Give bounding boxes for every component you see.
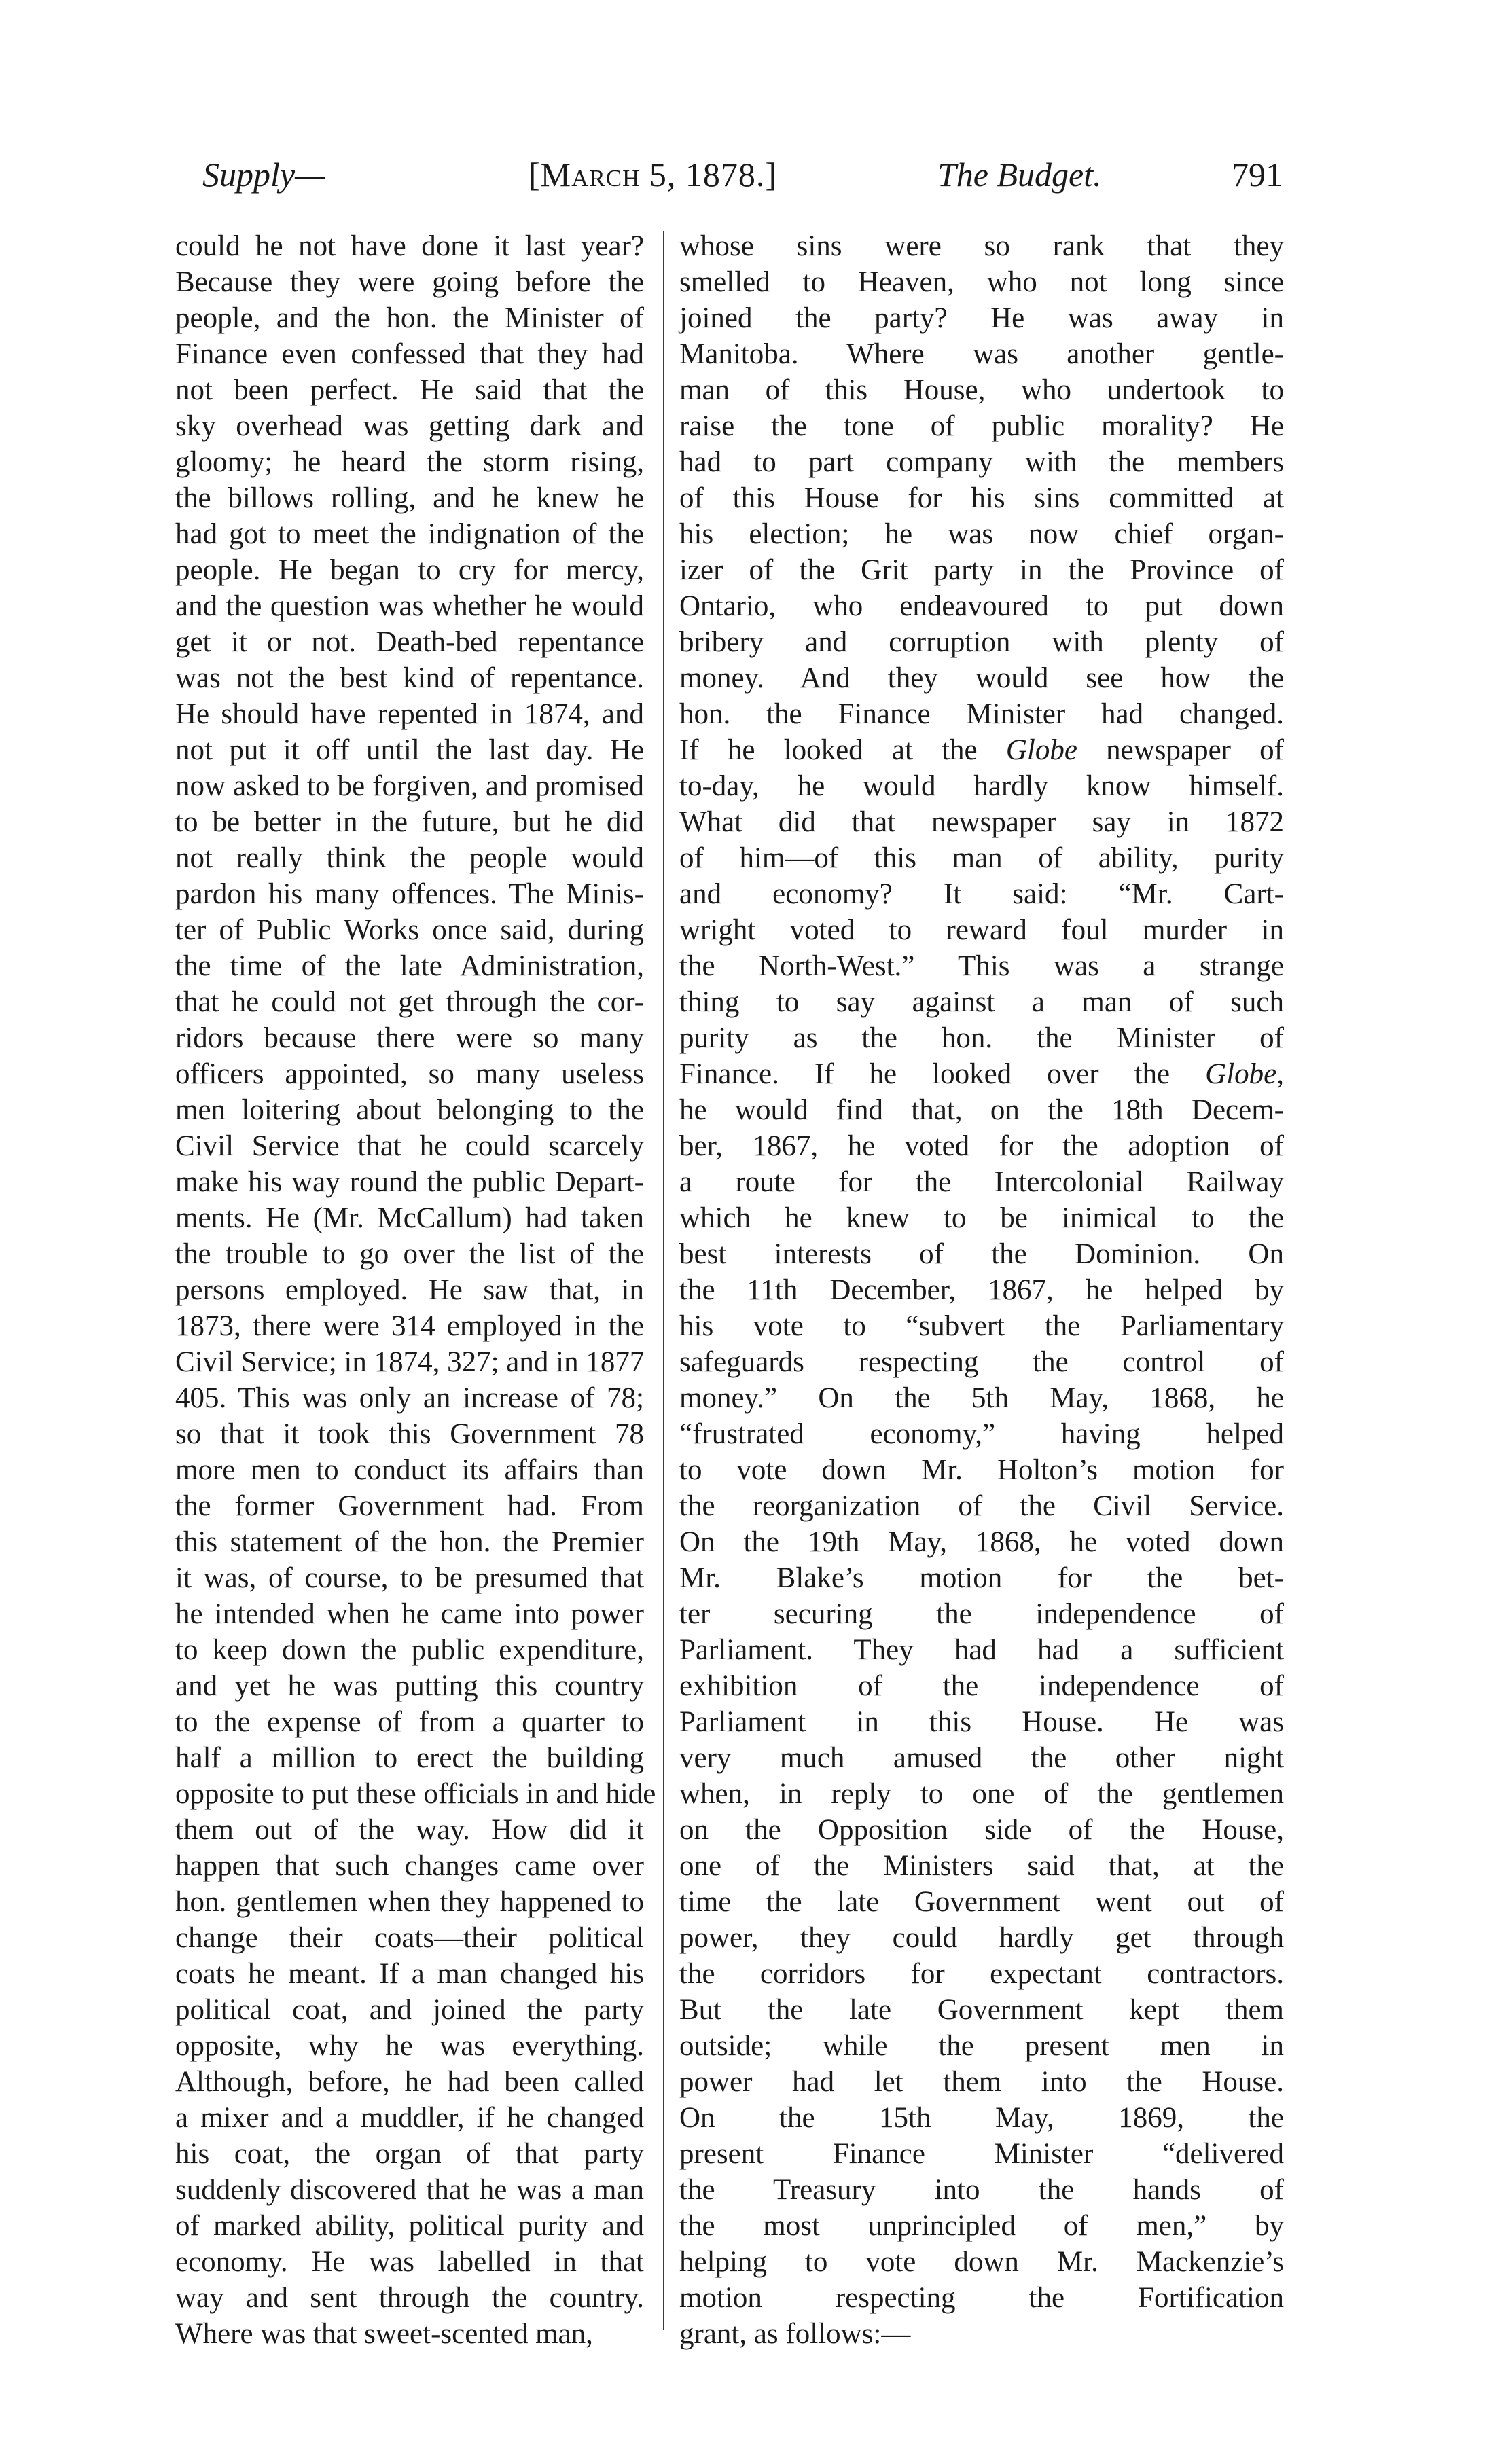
text-line: pardon his many offences. The Minis- <box>175 878 644 910</box>
header-section-title: Supply— <box>202 156 325 194</box>
text-line: the 11th December, 1867, he helped by <box>679 1274 1284 1306</box>
text-line: his coat, the organ of that party <box>175 2138 644 2170</box>
text-line: to-day, he would hardly know himself. <box>679 770 1284 802</box>
text-line: ter of Public Works once said, during <box>175 914 644 946</box>
text-line: which he knew to be inimical to the <box>679 1202 1284 1234</box>
text-line: opposite to put these officials in and hide <box>175 1778 656 1810</box>
text-line: very much amused the other night <box>679 1742 1284 1774</box>
text-line: He should have repented in 1874, and <box>175 698 644 730</box>
text-line: one of the Ministers said that, at the <box>679 1850 1284 1882</box>
text-line: Although, before, he had been called <box>175 2066 644 2098</box>
text-line: whose sins were so rank that they <box>679 230 1284 262</box>
text-line: the reorganization of the Civil Service. <box>679 1490 1284 1522</box>
text-line: power, they could hardly get through <box>679 1922 1284 1954</box>
text-line: the trouble to go over the list of the <box>175 1238 644 1270</box>
text-line: Civil Service; in 1874, 327; and in 1877 <box>175 1346 645 1378</box>
text-line: not really think the people would <box>175 842 644 874</box>
text-line: What did that newspaper say in 1872 <box>679 806 1284 838</box>
text-line: Parliament. They had had a sufficient <box>679 1634 1284 1666</box>
text-line: coats he meant. If a man changed his <box>175 1958 644 1990</box>
text-line: a mixer and a muddler, if he changed <box>175 2102 644 2134</box>
text-line: officers appointed, so many useless <box>175 1058 644 1090</box>
text-line: Finance. If he looked over the Globe, <box>679 1058 1284 1090</box>
text-line: it was, of course, to be presumed that <box>175 1562 644 1594</box>
text-line: thing to say against a man of such <box>679 986 1284 1018</box>
text-line: he intended when he came into power <box>175 1598 644 1630</box>
text-line: On the 19th May, 1868, he voted down <box>679 1526 1284 1558</box>
text-line: the time of the late Administration, <box>175 950 644 982</box>
text-line: 1873, there were 314 employed in the <box>175 1310 644 1342</box>
text-line: izer of the Grit party in the Province of <box>679 554 1284 586</box>
text-line: Parliament in this House. He was <box>679 1706 1284 1738</box>
text-line: make his way round the public Depart- <box>175 1166 644 1198</box>
text-line: when, in reply to one of the gentlemen <box>679 1778 1284 1810</box>
text-line: was not the best kind of repentance. <box>175 662 644 694</box>
text-line: more men to conduct its affairs than <box>175 1454 644 1486</box>
text-line: political coat, and joined the party <box>175 1994 644 2026</box>
text-line: grant, as follows:— <box>679 2318 911 2350</box>
text-line: “frustrated economy,” having helped <box>679 1418 1284 1450</box>
text-line: bribery and corruption with plenty of <box>679 626 1284 658</box>
text-line: helping to vote down Mr. Mackenzie’s <box>679 2246 1284 2278</box>
text-line: the billows rolling, and he knew he <box>175 482 644 514</box>
text-line: Where was that sweet-scented man, <box>175 2318 593 2350</box>
text-line: to the expense of from a quarter to <box>175 1706 644 1738</box>
text-line: men loitering about belonging to the <box>175 1094 644 1126</box>
text-line: wright voted to reward foul murder in <box>679 914 1284 946</box>
text-line: this statement of the hon. the Premier <box>175 1526 644 1558</box>
text-line: present Finance Minister “delivered <box>679 2138 1284 2170</box>
left-text-column <box>175 228 656 2352</box>
text-line: economy. He was labelled in that <box>175 2246 644 2278</box>
header-date: [March 5, 1878.] <box>529 156 777 194</box>
text-line: the Treasury into the hands of <box>679 2174 1284 2206</box>
column-divider <box>663 231 664 2330</box>
text-line: man of this House, who undertook to <box>679 374 1284 406</box>
text-line: to keep down the public expenditure, <box>175 1634 644 1666</box>
text-line: 405. This was only an increase of 78; <box>175 1382 644 1414</box>
text-line: now asked to be forgiven, and promised <box>175 770 644 802</box>
text-line: on the Opposition side of the House, <box>679 1814 1284 1846</box>
text-line: time the late Government went out of <box>679 1886 1284 1918</box>
text-line: power had let them into the House. <box>679 2066 1284 2098</box>
text-line: to be better in the future, but he did <box>175 806 644 838</box>
text-line: that he could not get through the cor- <box>175 986 644 1018</box>
text-line: his election; he was now chief organ- <box>679 518 1284 550</box>
header-topic: The Budget. <box>937 156 1102 194</box>
text-line: people, and the hon. the Minister of <box>175 302 644 334</box>
text-line: and yet he was putting this country <box>175 1670 644 1702</box>
text-line: to vote down Mr. Holton’s motion for <box>679 1454 1284 1486</box>
text-line: outside; while the present men in <box>679 2030 1284 2062</box>
text-line: Civil Service that he could scarcely <box>175 1130 644 1162</box>
text-line: persons employed. He saw that, in <box>175 1274 644 1306</box>
text-line: way and sent through the country. <box>175 2282 644 2314</box>
text-line: get it or not. Death-bed repentance <box>175 626 644 658</box>
text-line: On the 15th May, 1869, the <box>679 2102 1284 2134</box>
text-line: safeguards respecting the control of <box>679 1346 1284 1378</box>
text-line: money. And they would see how the <box>679 662 1284 694</box>
text-line: the former Government had. From <box>175 1490 644 1522</box>
text-line: raise the tone of public morality? He <box>679 410 1284 442</box>
text-line: of marked ability, political purity and <box>175 2210 644 2242</box>
text-line: Because they were going before the <box>175 266 644 298</box>
text-line: a route for the Intercolonial Railway <box>679 1166 1284 1198</box>
text-line: Ontario, who endeavoured to put down <box>679 590 1284 622</box>
text-line: Manitoba. Where was another gentle- <box>679 338 1284 370</box>
text-line: purity as the hon. the Minister of <box>679 1022 1284 1054</box>
text-line: suddenly discovered that he was a man <box>175 2174 644 2206</box>
text-line: Finance even confessed that they had <box>175 338 644 370</box>
text-line: gloomy; he heard the storm rising, <box>175 446 644 478</box>
text-line: hon. gentlemen when they happened to <box>175 1886 644 1918</box>
text-line: But the late Government kept them <box>679 1994 1284 2026</box>
text-line: of this House for his sins committed at <box>679 482 1284 514</box>
text-line: the North-West.” This was a strange <box>679 950 1284 982</box>
text-line: ridors because there were so many <box>175 1022 644 1054</box>
text-line: people. He began to cry for mercy, <box>175 554 644 586</box>
text-line: best interests of the Dominion. On <box>679 1238 1284 1270</box>
text-line: so that it took this Government 78 <box>175 1418 644 1450</box>
text-line: had got to meet the indignation of the <box>175 518 644 550</box>
text-line: ter securing the independence of <box>679 1598 1284 1630</box>
text-line: ber, 1867, he voted for the adoption of <box>679 1130 1284 1162</box>
page-number: 791 <box>1232 156 1283 194</box>
text-line: hon. the Finance Minister had changed. <box>679 698 1284 730</box>
text-line: happen that such changes came over <box>175 1850 644 1882</box>
text-line: ments. He (Mr. McCallum) had taken <box>175 1202 644 1234</box>
text-line: not been perfect. He said that the <box>175 374 644 406</box>
text-line: and economy? It said: “Mr. Cart- <box>679 878 1284 910</box>
text-line: exhibition of the independence of <box>679 1670 1284 1702</box>
text-line: change their coats—their political <box>175 1922 644 1954</box>
text-line: his vote to “subvert the Parliamentary <box>679 1310 1284 1342</box>
text-line: money.” On the 5th May, 1868, he <box>679 1382 1284 1414</box>
text-line: and the question was whether he would <box>175 590 644 622</box>
text-line: joined the party? He was away in <box>679 302 1284 334</box>
text-line: had to part company with the members <box>679 446 1284 478</box>
text-line: sky overhead was getting dark and <box>175 410 644 442</box>
text-line: motion respecting the Fortification <box>679 2282 1284 2314</box>
text-line: he would find that, on the 18th Decem- <box>679 1094 1284 1126</box>
text-line: of him—of this man of ability, purity <box>679 842 1284 874</box>
text-line: could he not have done it last year? <box>175 230 644 262</box>
text-line: half a million to erect the building <box>175 1742 644 1774</box>
text-line: If he looked at the Globe newspaper of <box>679 734 1285 766</box>
text-line: the corridors for expectant contractors. <box>679 1958 1284 1990</box>
text-line: not put it off until the last day. He <box>175 734 644 766</box>
running-header <box>175 155 1289 202</box>
text-line: smelled to Heaven, who not long since <box>679 266 1284 298</box>
right-text-column <box>679 228 1284 2352</box>
text-line: Mr. Blake’s motion for the bet- <box>679 1562 1284 1594</box>
text-line: them out of the way. How did it <box>175 1814 644 1846</box>
text-line: opposite, why he was everything. <box>175 2030 644 2062</box>
text-line: the most unprincipled of men,” by <box>679 2210 1284 2242</box>
